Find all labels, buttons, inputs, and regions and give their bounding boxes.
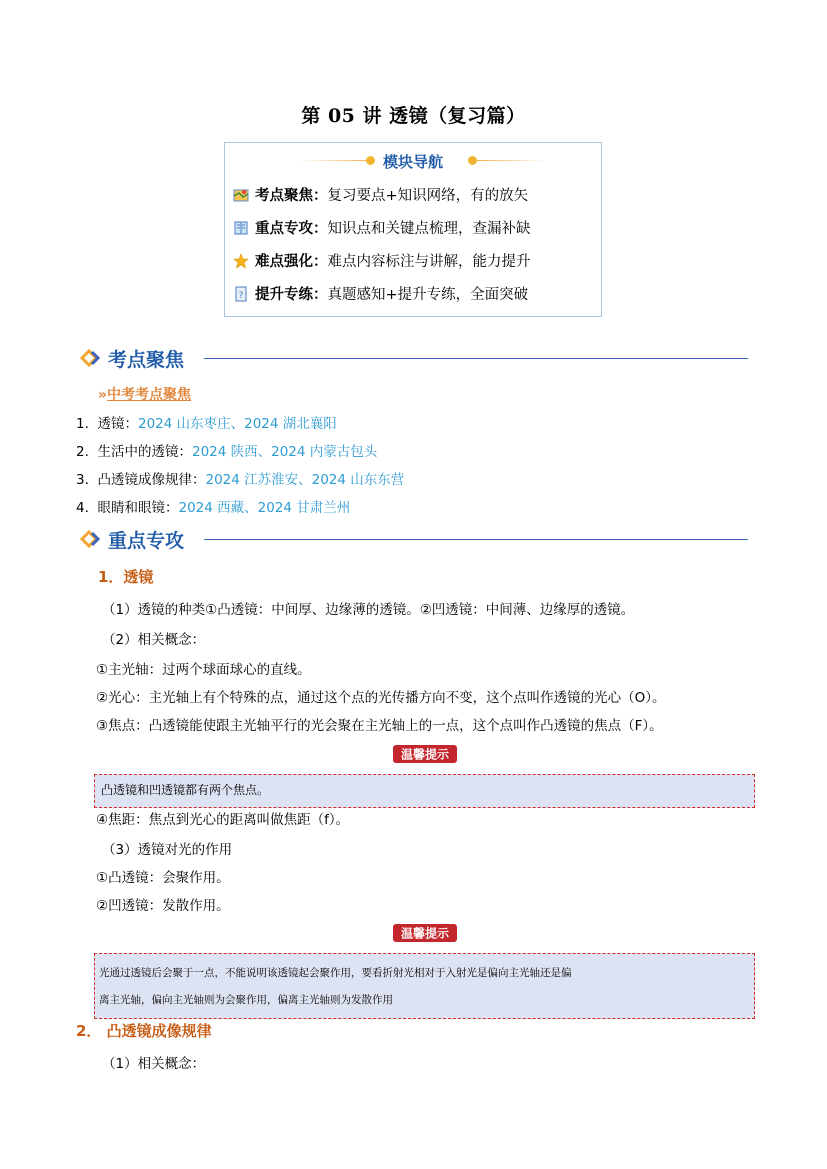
paragraph: ①主光轴：过两个球面球心的直线。 (96, 662, 311, 678)
section-divider (204, 358, 748, 359)
section-header-focus (80, 345, 760, 373)
tip-badge (392, 744, 458, 764)
paragraph: ④焦距：焦点到光心的距离叫做焦距（f）。 (96, 812, 350, 828)
svg-text:温馨提示: 温馨提示 (400, 747, 450, 762)
star-icon (233, 253, 249, 269)
section-title: 考点聚焦 (108, 349, 185, 371)
section-title: 重点专攻 (108, 530, 185, 552)
double-arrow-icon: » (98, 387, 108, 403)
tip-badge (392, 923, 458, 943)
module-nav-header (225, 150, 601, 172)
list-item: 3. 凸透镜成像规律：2024 江苏淮安、2024 山东东营 (76, 472, 405, 488)
module-nav-box (224, 142, 602, 317)
heading-convex-imaging: 2． 凸透镜成像规律 (76, 1022, 212, 1040)
heading-lens: 1．透镜 (98, 568, 154, 586)
nav-item-focus: 考点聚焦：复习要点+知识网络，有的放矢 (233, 184, 528, 208)
list-item: 2. 生活中的透镜：2024 陕西、2024 内蒙古包头 (76, 444, 378, 460)
map-icon (233, 187, 249, 203)
nav-item-difficult: 难点强化：难点内容标注与讲解，能力提升 (233, 250, 531, 274)
list-item: 4. 眼睛和眼镜：2024 西藏、2024 甘肃兰州 (76, 500, 351, 516)
double-chevron-icon (80, 530, 104, 548)
nav-item-practice: ? 提升专练：真题感知+提升专练，全面突破 (233, 283, 528, 307)
double-chevron-icon (80, 349, 104, 367)
svg-text:?: ? (238, 291, 244, 301)
tip-box: 光通过透镜后会聚于一点，不能说明该透镜起会聚作用，要看折射光相对于入射光是偏向主光轴还是偏 离主光轴，偏向主光轴则为会聚作用，偏离主光轴则为发散作用 (94, 953, 755, 1019)
svg-text:温馨提示: 温馨提示 (400, 926, 450, 941)
quiz-icon (233, 286, 249, 302)
section-header-key (80, 526, 760, 554)
paragraph: ①凸透镜：会聚作用。 (96, 870, 230, 886)
page-title: 第 05 讲 透镜（复习篇） (301, 105, 526, 127)
sub-heading: »中考考点聚焦 (98, 387, 192, 403)
paragraph: （1）相关概念： (102, 1056, 206, 1072)
nav-item-key: 重点专攻：知识点和关键点梳理，查漏补缺 (233, 217, 531, 241)
paragraph: ②凹透镜：发散作用。 (96, 898, 230, 914)
book-icon (233, 220, 249, 236)
nav-dot-right (468, 156, 477, 165)
tip-box: 凸透镜和凹透镜都有两个焦点。 (94, 774, 755, 808)
paragraph: （1）透镜的种类①凸透镜：中间厚、边缘薄的透镜。②凹透镜：中间薄、边缘厚的透镜。 (102, 602, 635, 618)
module-nav-title: 模块导航 (382, 153, 443, 171)
paragraph: ②光心：主光轴上有个特殊的点，通过这个点的光传播方向不变，这个点叫作透镜的光心（O）。 (96, 690, 666, 706)
list-item: 1. 透镜：2024 山东枣庄、2024 湖北襄阳 (76, 416, 337, 432)
paragraph: ③焦点：凸透镜能使跟主光轴平行的光会聚在主光轴上的一点，这个点叫作凸透镜的焦点（F）。 (96, 718, 663, 734)
nav-divider-right (477, 160, 547, 161)
paragraph: （2）相关概念： (102, 632, 206, 648)
paragraph: （3）透镜对光的作用 (102, 842, 233, 858)
section-divider (204, 539, 748, 540)
